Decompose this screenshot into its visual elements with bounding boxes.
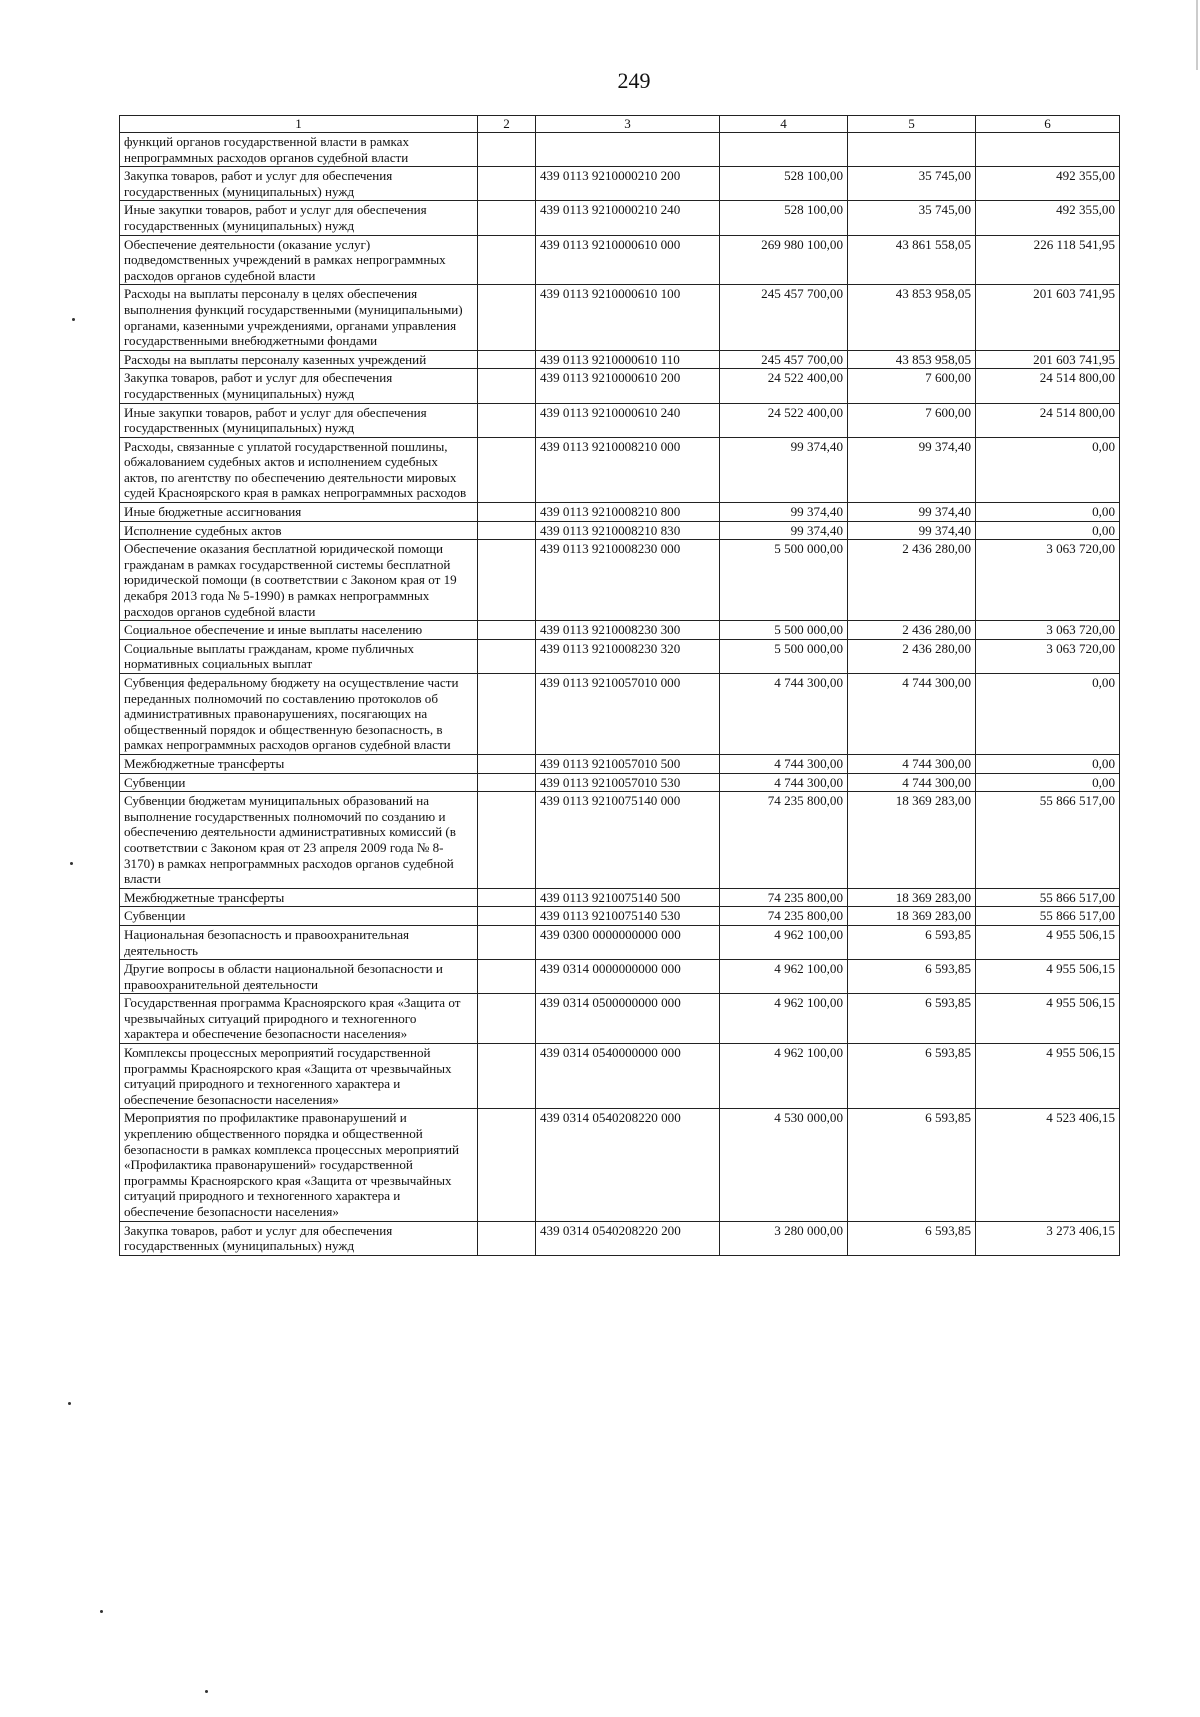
budget-code: 439 0113 9210057010 500: [536, 754, 720, 773]
amount-column-6: 226 118 541,95: [976, 235, 1120, 285]
column-2-cell: [478, 1109, 536, 1221]
scan-speck: [205, 1690, 208, 1693]
amount-column-6: 3 273 406,15: [976, 1221, 1120, 1255]
amount-column-4: 4 962 100,00: [720, 925, 848, 959]
column-2-cell: [478, 540, 536, 621]
item-name: Иные закупки товаров, работ и услуг для обеспечения государственных (муниципальных) нужд: [120, 201, 478, 235]
item-name: Иные закупки товаров, работ и услуг для обеспечения государственных (муниципальных) нужд: [120, 403, 478, 437]
column-2-cell: [478, 1044, 536, 1109]
amount-column-5: 18 369 283,00: [848, 907, 976, 926]
amount-column-4: 4 962 100,00: [720, 994, 848, 1044]
item-name: Расходы, связанные с уплатой государственной пошлины, обжалованием судебных актов и исполнением судебных актов, по агентству по обеспечению деятельности мировых судей Красноярского края в рамках непрограммных расходов: [120, 437, 478, 502]
item-name: функций органов государственной власти в рамках непрограммных расходов органов судебной власти: [120, 133, 478, 167]
column-header: 5: [848, 116, 976, 133]
budget-code: 439 0113 9210000610 200: [536, 369, 720, 403]
amount-column-6: 0,00: [976, 437, 1120, 502]
amount-column-5: 4 744 300,00: [848, 773, 976, 792]
amount-column-6: 4 955 506,15: [976, 1044, 1120, 1109]
table-row: [120, 1221, 1120, 1255]
item-name: Обеспечение оказания бесплатной юридической помощи гражданам в рамках государственной системы бесплатной юридической помощи (в соответствии с Законом края от 19 декабря 2013 года № 5-1990) в рамках непрограммных расходов органов судебной власти: [120, 540, 478, 621]
table-row: [120, 521, 1120, 540]
amount-column-6: 0,00: [976, 773, 1120, 792]
amount-column-6: 3 063 720,00: [976, 540, 1120, 621]
scan-speck: [100, 1610, 103, 1613]
column-2-cell: [478, 503, 536, 522]
item-name: Субвенции бюджетам муниципальных образований на выполнение государственных полномочий по созданию и обеспечению деятельности административных комиссий (в соответствии с Законом края от 23 апреля 2009 года № 8-3170) в рамках непрограммных расходов органов судебной власти: [120, 792, 478, 889]
amount-column-5: 99 374,40: [848, 437, 976, 502]
budget-code: 439 0314 0540000000 000: [536, 1044, 720, 1109]
amount-column-4: 245 457 700,00: [720, 350, 848, 369]
budget-code: 439 0113 9210000210 240: [536, 201, 720, 235]
table-row: [120, 403, 1120, 437]
amount-column-5: 6 593,85: [848, 960, 976, 994]
budget-code: 439 0113 9210000610 000: [536, 235, 720, 285]
table-row: [120, 792, 1120, 889]
amount-column-6: 0,00: [976, 503, 1120, 522]
amount-column-6: 3 063 720,00: [976, 639, 1120, 673]
amount-column-4: 99 374,40: [720, 437, 848, 502]
item-name: Социальные выплаты гражданам, кроме публичных нормативных социальных выплат: [120, 639, 478, 673]
amount-column-4: 74 235 800,00: [720, 907, 848, 926]
column-2-cell: [478, 888, 536, 907]
amount-column-5: 18 369 283,00: [848, 792, 976, 889]
amount-column-4: 99 374,40: [720, 503, 848, 522]
column-2-cell: [478, 639, 536, 673]
amount-column-4: 4 744 300,00: [720, 674, 848, 755]
item-name: Расходы на выплаты персоналу в целях обеспечения выполнения функций государственными (муниципальными) органами, казенными учреждениями, органами управления государственными внебюджетными фондами: [120, 285, 478, 350]
table-row: [120, 773, 1120, 792]
amount-column-5: 35 745,00: [848, 201, 976, 235]
amount-column-4: 5 500 000,00: [720, 639, 848, 673]
table-row: [120, 925, 1120, 959]
budget-table: [119, 115, 1120, 1256]
table-row: [120, 621, 1120, 640]
table-row: [120, 1044, 1120, 1109]
amount-column-4: 4 962 100,00: [720, 1044, 848, 1109]
budget-code: 439 0113 9210008210 000: [536, 437, 720, 502]
column-2-cell: [478, 350, 536, 369]
amount-column-6: 492 355,00: [976, 167, 1120, 201]
budget-code: 439 0113 9210057010 530: [536, 773, 720, 792]
table-row: [120, 133, 1120, 167]
amount-column-4: 4 744 300,00: [720, 754, 848, 773]
amount-column-6: 24 514 800,00: [976, 369, 1120, 403]
table-row: [120, 285, 1120, 350]
amount-column-5: 2 436 280,00: [848, 540, 976, 621]
amount-column-5: 6 593,85: [848, 1109, 976, 1221]
amount-column-4: 24 522 400,00: [720, 403, 848, 437]
item-name: Государственная программа Красноярского края «Защита от чрезвычайных ситуаций природного и техногенного характера и обеспечение безопасности населения»: [120, 994, 478, 1044]
amount-column-6: 4 955 506,15: [976, 994, 1120, 1044]
amount-column-6: 55 866 517,00: [976, 907, 1120, 926]
item-name: Субвенции: [120, 907, 478, 926]
scan-edge-mark: [1196, 0, 1198, 70]
amount-column-4: 24 522 400,00: [720, 369, 848, 403]
amount-column-5: 43 853 958,05: [848, 285, 976, 350]
item-name: Комплексы процессных мероприятий государственной программы Красноярского края «Защита от чрезвычайных ситуаций природного и техногенного характера и обеспечение безопасности населения»: [120, 1044, 478, 1109]
amount-column-6: 201 603 741,95: [976, 285, 1120, 350]
table-row: [120, 754, 1120, 773]
amount-column-6: 4 955 506,15: [976, 925, 1120, 959]
budget-code: 439 0314 0000000000 000: [536, 960, 720, 994]
amount-column-5: 18 369 283,00: [848, 888, 976, 907]
budget-code: 439 0113 9210000210 200: [536, 167, 720, 201]
table-row: [120, 994, 1120, 1044]
budget-code: 439 0314 0540208220 000: [536, 1109, 720, 1221]
item-name: Субвенции: [120, 773, 478, 792]
column-2-cell: [478, 285, 536, 350]
column-header: 4: [720, 116, 848, 133]
amount-column-4: 5 500 000,00: [720, 540, 848, 621]
amount-column-6: 3 063 720,00: [976, 621, 1120, 640]
item-name: Закупка товаров, работ и услуг для обеспечения государственных (муниципальных) нужд: [120, 167, 478, 201]
amount-column-5: 2 436 280,00: [848, 621, 976, 640]
amount-column-5: 2 436 280,00: [848, 639, 976, 673]
budget-code: 439 0113 9210008230 300: [536, 621, 720, 640]
column-2-cell: [478, 521, 536, 540]
amount-column-4: 4 962 100,00: [720, 960, 848, 994]
scan-speck: [70, 862, 73, 865]
table-row: [120, 503, 1120, 522]
column-2-cell: [478, 235, 536, 285]
table-row: [120, 167, 1120, 201]
amount-column-6: 4 523 406,15: [976, 1109, 1120, 1221]
amount-column-5: 35 745,00: [848, 167, 976, 201]
amount-column-6: 201 603 741,95: [976, 350, 1120, 369]
table-row: [120, 639, 1120, 673]
amount-column-6: 0,00: [976, 674, 1120, 755]
table-row: [120, 888, 1120, 907]
column-header: 2: [478, 116, 536, 133]
budget-code: 439 0113 9210008230 000: [536, 540, 720, 621]
budget-code: 439 0113 9210000610 100: [536, 285, 720, 350]
amount-column-4: 4 744 300,00: [720, 773, 848, 792]
column-header: 1: [120, 116, 478, 133]
column-2-cell: [478, 621, 536, 640]
amount-column-6: 0,00: [976, 754, 1120, 773]
item-name: Закупка товаров, работ и услуг для обеспечения государственных (муниципальных) нужд: [120, 369, 478, 403]
column-2-cell: [478, 773, 536, 792]
table-row: [120, 369, 1120, 403]
table-row: [120, 1109, 1120, 1221]
budget-code: 439 0314 0500000000 000: [536, 994, 720, 1044]
budget-code: 439 0113 9210008210 800: [536, 503, 720, 522]
column-2-cell: [478, 754, 536, 773]
column-2-cell: [478, 792, 536, 889]
amount-column-6: 492 355,00: [976, 201, 1120, 235]
amount-column-4: 528 100,00: [720, 167, 848, 201]
item-name: Социальное обеспечение и иные выплаты населению: [120, 621, 478, 640]
amount-column-5: [848, 133, 976, 167]
amount-column-5: 99 374,40: [848, 521, 976, 540]
amount-column-6: 24 514 800,00: [976, 403, 1120, 437]
budget-code: 439 0113 9210075140 530: [536, 907, 720, 926]
column-2-cell: [478, 960, 536, 994]
column-2-cell: [478, 167, 536, 201]
amount-column-5: 43 853 958,05: [848, 350, 976, 369]
amount-column-4: 5 500 000,00: [720, 621, 848, 640]
header-row: [120, 116, 1120, 133]
table-row: [120, 907, 1120, 926]
column-2-cell: [478, 994, 536, 1044]
amount-column-4: 245 457 700,00: [720, 285, 848, 350]
table-row: [120, 540, 1120, 621]
table-row: [120, 235, 1120, 285]
amount-column-6: 4 955 506,15: [976, 960, 1120, 994]
budget-code: 439 0113 9210000610 240: [536, 403, 720, 437]
amount-column-4: 74 235 800,00: [720, 792, 848, 889]
column-header: 3: [536, 116, 720, 133]
amount-column-4: 528 100,00: [720, 201, 848, 235]
item-name: Исполнение судебных актов: [120, 521, 478, 540]
amount-column-5: 7 600,00: [848, 369, 976, 403]
budget-code: 439 0113 9210008210 830: [536, 521, 720, 540]
amount-column-6: [976, 133, 1120, 167]
column-2-cell: [478, 1221, 536, 1255]
item-name: Расходы на выплаты персоналу казенных учреждений: [120, 350, 478, 369]
amount-column-5: 43 861 558,05: [848, 235, 976, 285]
item-name: Закупка товаров, работ и услуг для обеспечения государственных (муниципальных) нужд: [120, 1221, 478, 1255]
table-row: [120, 960, 1120, 994]
column-2-cell: [478, 133, 536, 167]
amount-column-4: 99 374,40: [720, 521, 848, 540]
amount-column-4: 3 280 000,00: [720, 1221, 848, 1255]
column-2-cell: [478, 674, 536, 755]
table-body: [120, 133, 1120, 1256]
item-name: Межбюджетные трансферты: [120, 754, 478, 773]
item-name: Обеспечение деятельности (оказание услуг) подведомственных учреждений в рамках непрограммных расходов органов судебной власти: [120, 235, 478, 285]
amount-column-5: 6 593,85: [848, 1044, 976, 1109]
amount-column-5: 7 600,00: [848, 403, 976, 437]
column-2-cell: [478, 437, 536, 502]
amount-column-5: 6 593,85: [848, 925, 976, 959]
item-name: Мероприятия по профилактике правонарушений и укреплению общественного порядка и общественной безопасности в рамках комплекса процессных мероприятий «Профилактика правонарушений» государственной программы Красноярского края «Защита от чрезвычайных ситуаций природного и техногенного характера и обеспечение безопасности населения»: [120, 1109, 478, 1221]
budget-code: [536, 133, 720, 167]
budget-code: 439 0314 0540208220 200: [536, 1221, 720, 1255]
scan-speck: [72, 318, 75, 321]
amount-column-4: [720, 133, 848, 167]
budget-code: 439 0113 9210008230 320: [536, 639, 720, 673]
item-name: Межбюджетные трансферты: [120, 888, 478, 907]
column-2-cell: [478, 907, 536, 926]
scan-speck: [68, 1402, 71, 1405]
item-name: Другие вопросы в области национальной безопасности и правоохранительной деятельности: [120, 960, 478, 994]
budget-code: 439 0113 9210057010 000: [536, 674, 720, 755]
item-name: Иные бюджетные ассигнования: [120, 503, 478, 522]
budget-code: 439 0300 0000000000 000: [536, 925, 720, 959]
amount-column-5: 6 593,85: [848, 1221, 976, 1255]
page-number: 249: [617, 68, 651, 93]
amount-column-6: 55 866 517,00: [976, 792, 1120, 889]
column-2-cell: [478, 403, 536, 437]
amount-column-6: 55 866 517,00: [976, 888, 1120, 907]
amount-column-5: 4 744 300,00: [848, 754, 976, 773]
amount-column-4: 269 980 100,00: [720, 235, 848, 285]
budget-code: 439 0113 9210075140 000: [536, 792, 720, 889]
amount-column-5: 99 374,40: [848, 503, 976, 522]
table-row: [120, 437, 1120, 502]
column-2-cell: [478, 369, 536, 403]
amount-column-5: 4 744 300,00: [848, 674, 976, 755]
column-2-cell: [478, 201, 536, 235]
amount-column-4: 4 530 000,00: [720, 1109, 848, 1221]
column-header: 6: [976, 116, 1120, 133]
amount-column-5: 6 593,85: [848, 994, 976, 1044]
table-row: [120, 350, 1120, 369]
column-2-cell: [478, 925, 536, 959]
table-row: [120, 674, 1120, 755]
amount-column-6: 0,00: [976, 521, 1120, 540]
item-name: Субвенция федеральному бюджету на осуществление части переданных полномочий по составлению протоколов об административных правонарушениях, посягающих на общественный порядок и общественную безопасность, в рамках непрограммных расходов органов судебной власти: [120, 674, 478, 755]
amount-column-4: 74 235 800,00: [720, 888, 848, 907]
budget-code: 439 0113 9210000610 110: [536, 350, 720, 369]
table-row: [120, 201, 1120, 235]
budget-code: 439 0113 9210075140 500: [536, 888, 720, 907]
item-name: Национальная безопасность и правоохранительная деятельность: [120, 925, 478, 959]
